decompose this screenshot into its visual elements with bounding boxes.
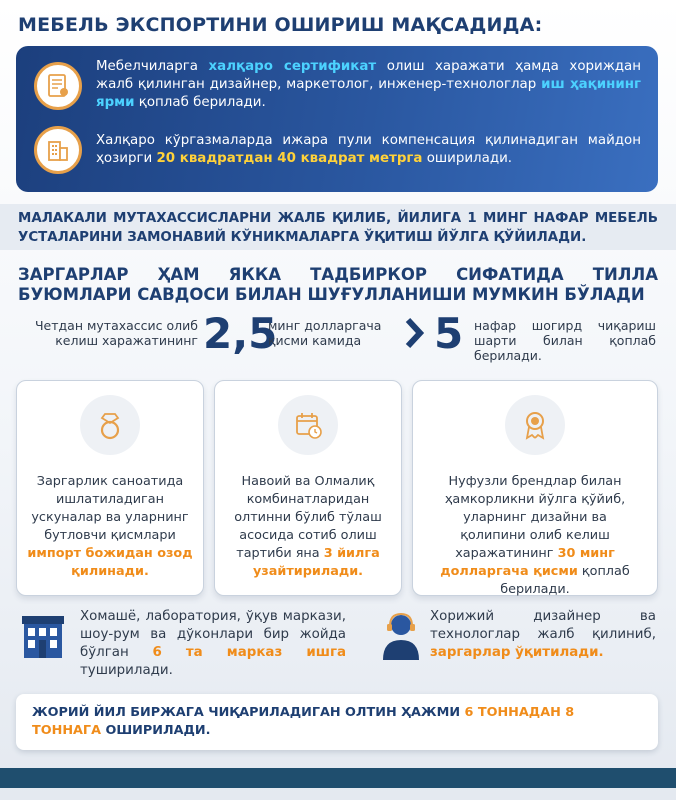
stat2-number: 5 (434, 309, 464, 358)
furniture-item-certificate: Мебелчиларга халқаро сертификат олиш харажати ҳамда хориждан жалб қилинган дизайнер, маркетолог, инженер-технологлар иш ҳақининг ярми қоплаб берилади. (96, 59, 642, 110)
gold-volume-text: ЖОРИЙ ЙИЛ БИРЖАГА ЧИҚАРИЛАДИГАН ОЛТИН ҲАЖМИ 6 ТОННАДАН 8 ТОННАГА ОШИРИЛАДИ. (32, 705, 575, 738)
card-import-duty-text: Заргарлик саноатида ишлатиладиган ускуналар ва уларнинг бутловчи қисмлари импорт божидан озод қилинади. (27, 474, 193, 579)
card-gold-installment (214, 380, 402, 596)
shop-icon (18, 612, 68, 666)
section-title-jewelers: ЗАРГАРЛАР ҲАМ ЯККА ТАДБИРКОР СИФАТИДА ТИЛЛА БУЮМЛАРИ САВДОСИ БИЛАН ШУҒУЛЛАНИШИ МУМКИН БЎЛАДИ (18, 265, 658, 304)
stat1-suffix: минг долларгача қисми камида (268, 318, 382, 348)
section-title-furniture: МЕБЕЛЬ ЭКСПОРТИНИ ОШИРИШ МАҚСАДИДА: (18, 14, 543, 36)
calendar-icon (278, 395, 338, 455)
quality-badge-icon (505, 395, 565, 455)
gold-volume-box (16, 694, 658, 750)
card-import-duty (16, 380, 204, 596)
bottom-right-text: Хорижий дизайнер ва технологлар жалб қилиниб, заргарлар ўқитилади. (430, 609, 656, 660)
card-gold-installment-text: Навоий ва Олмалиқ комбинатларидан олтинни бўлиб тўлаш асосида сотиб олиш тартиби яна 3 йилга узайтирилади. (234, 474, 382, 579)
stat1-number: 2,5 (203, 309, 278, 358)
training-banner (0, 204, 676, 250)
training-banner-text: МАЛАКАЛИ МУТАХАССИСЛАРНИ ЖАЛБ ҚИЛИБ, ЙИЛИГА 1 МИНГ НАФАР МЕБЕЛЬ УСТАЛАРИНИ ЗАМОНАВИЙ КЎНИКМАЛАРГА ЎҚИТИШ ЙЎЛГА ҚЎЙИЛАДИ. (18, 211, 658, 245)
stat2-suffix: нафар шогирд чиқариш шарти билан қоплаб берилади. (474, 318, 656, 363)
ring-icon (80, 395, 140, 455)
card-brand-design-text: Нуфузли брендлар билан ҳамкорликни йўлга қўйиб, уларнинг дизайни ва қолипини олиб келиш харажатининг 30 минг долларгача қисми қоплаб берилади. (440, 474, 630, 597)
card-brand-design (412, 380, 658, 596)
footer-bar (0, 768, 676, 788)
furniture-measures-panel (16, 46, 658, 192)
stat1-prefix: Четдан мутахассис олиб келиш харажатининг (34, 318, 198, 348)
exhibition-building-icon (34, 126, 82, 174)
chevron-right-icon (404, 316, 424, 354)
certificate-icon (34, 62, 82, 110)
furniture-item-exhibition: Халқаро кўргазмаларда ижара пули компенсация қилинадиган майдон ҳозирги 20 квадратдан 40 квадрат метрга оширилади. (96, 133, 641, 166)
bottom-left-text: Хомашё, лаборатория, ўқув маркази, шоу-рум ва дўконлари бир жойда бўлган 6 та марказ ишга туширилади. (80, 609, 346, 678)
designer-person-icon (378, 610, 424, 666)
